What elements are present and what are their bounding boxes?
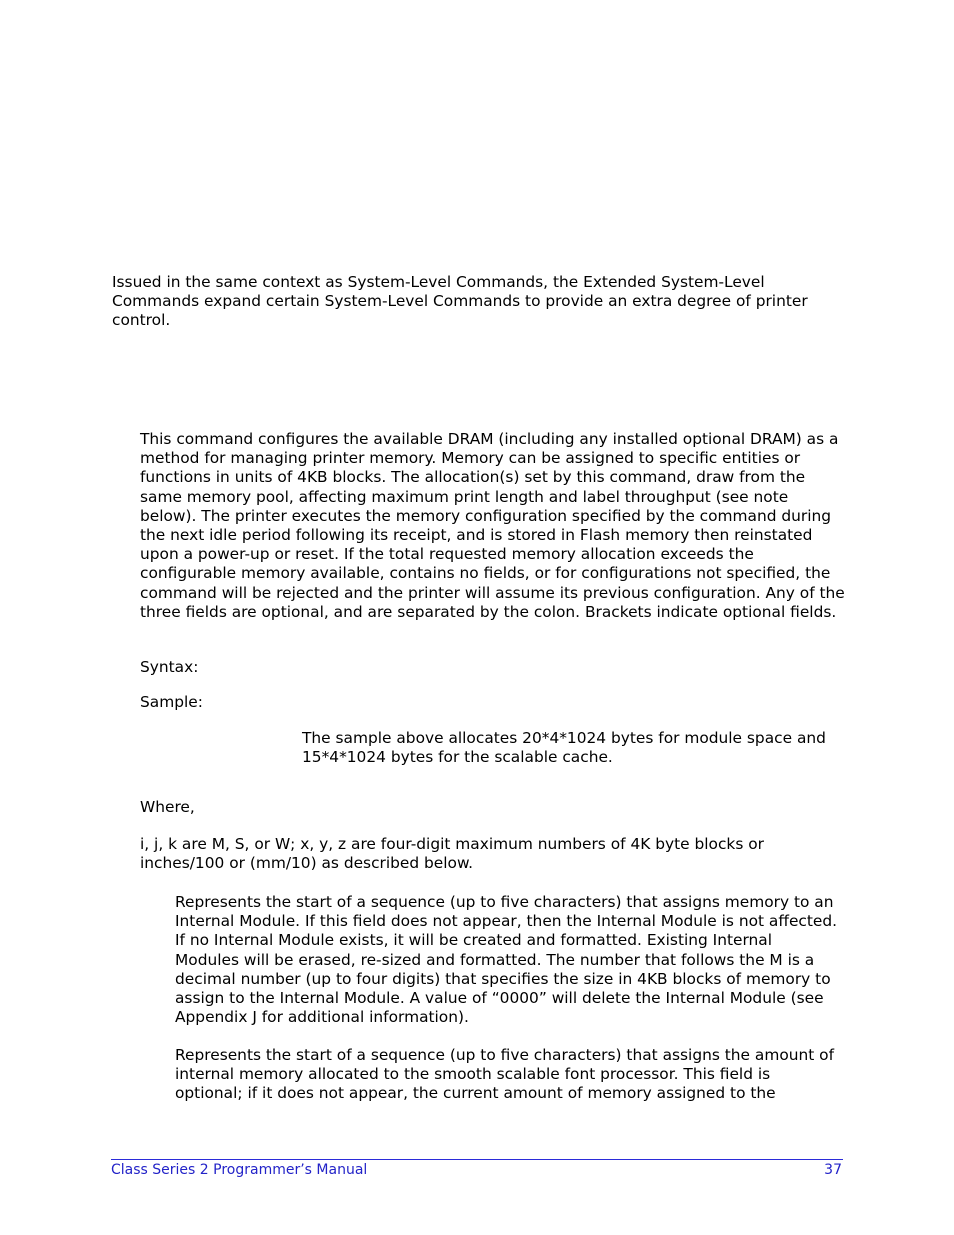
footer-divider [111, 1159, 843, 1160]
sample-explanation: The sample above allocates 20*4*1024 bytes for module space and 15*4*1024 bytes for the scalable cache. [302, 729, 826, 767]
command-description: This command configures the available DRAM (including any installed optional DRAM) as a method for managing printer memory. Memory can be assigned to specific entities or functions in units of 4KB blocks. The allocation(s) set by this command, draw from the same memory pool, affecting maximum print length and label throughput (see note below). The printer executes the memory configuration specified by the command during the next idle period following its receipt, and is stored in Flash memory then reinstated upon a power-up or reset. If the total requested memory allocation exceeds the configurable memory available, contains no fields, or for configurations not specified, the command will be rejected and the printer will assume its previous configuration. Any of the three fields are optional, and are separated by the colon. Brackets indicate optional fields. [140, 430, 845, 621]
footer-manual-title: Class Series 2 Programmer’s Manual [111, 1162, 368, 1178]
syntax-label: Syntax: [140, 658, 199, 676]
sample-label: Sample: [140, 693, 203, 711]
where-label: Where, [140, 798, 195, 816]
intro-paragraph: Issued in the same context as System-Level Commands, the Extended System-Level Commands expand certain System-Level Commands to provide an extra degree of printer control. [112, 273, 808, 330]
parameter-summary: i, j, k are M, S, or W; x, y, z are four-digit maximum numbers of 4K byte blocks or inches/100 or (mm/10) as described below. [140, 835, 764, 873]
footer-page-number: 37 [824, 1162, 842, 1178]
field-m-description: Represents the start of a sequence (up to five characters) that assigns memory to an Internal Module. If this field does not appear, then the Internal Module is not affected. If no Internal Module exists, it will be created and formatted. Existing Internal Modules will be erased, re-sized and formatted. The number that follows the M is a decimal number (up to four digits) that specifies the size in 4KB blocks of memory to assign to the Internal Module. A value of “0000” will delete the Internal Module (see Appendix J for additional information). [175, 893, 838, 1027]
field-s-description: Represents the start of a sequence (up to five characters) that assigns the amount of internal memory allocated to the smooth scalable font processor. This field is optional; if it does not appear, the current amount of memory assigned to the [175, 1046, 835, 1103]
